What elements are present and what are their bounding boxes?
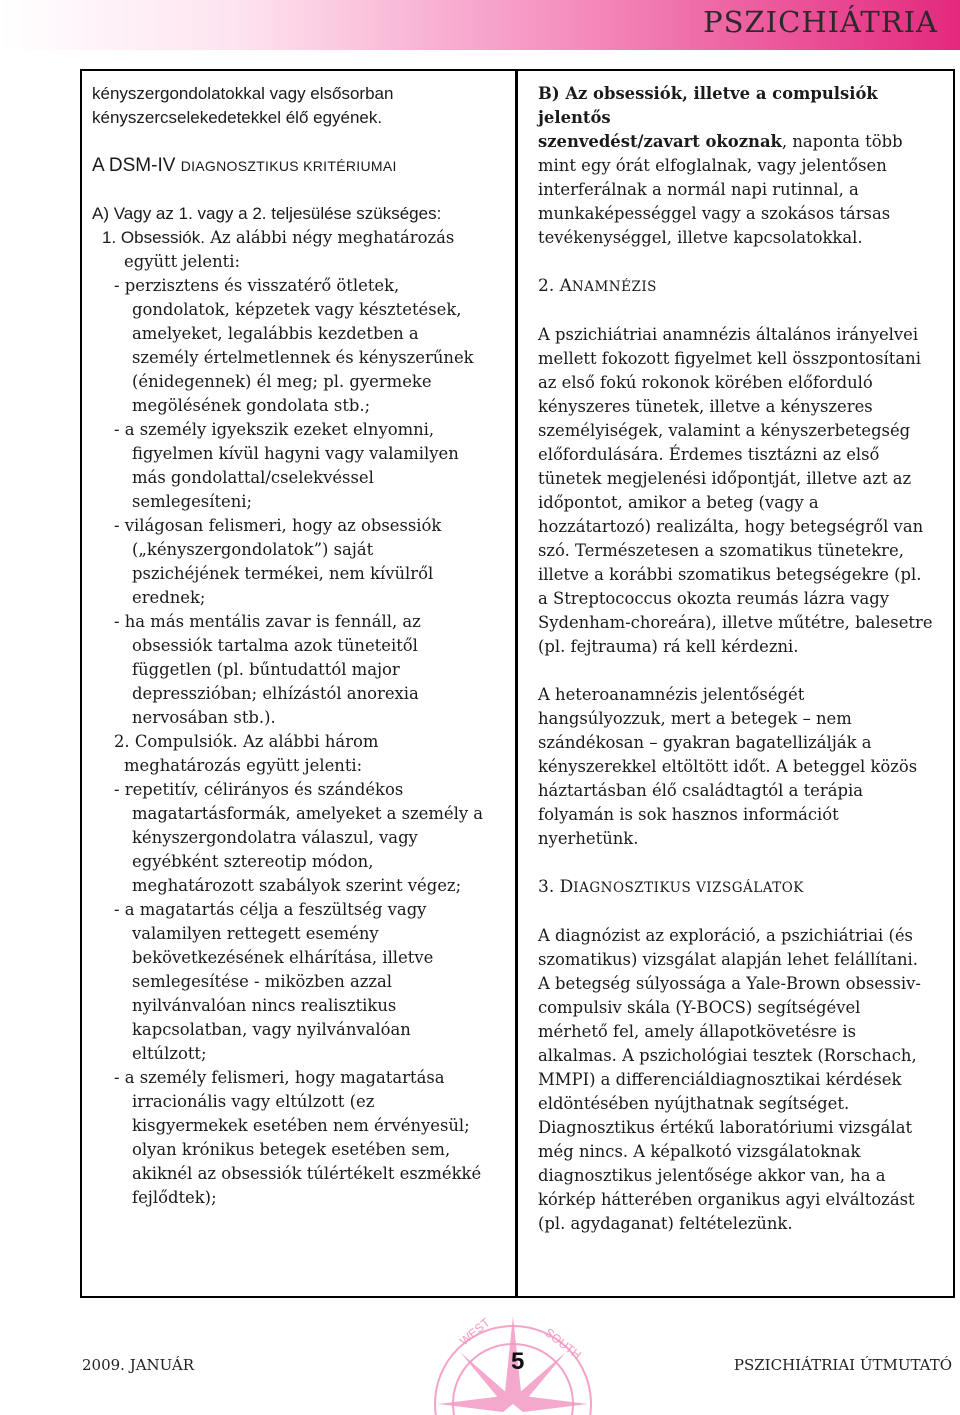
text-line: előfordulására. Érdemes tisztázni az első <box>538 445 880 464</box>
compulsion-bullet-3 <box>92 1066 504 1210</box>
text-line: (pl. agydaganat) feltételezünk. <box>538 1214 793 1233</box>
text-line: semlegesíteni; <box>132 492 253 511</box>
text-line: kisgyermekek esetében nem érvényesül; <box>132 1116 470 1135</box>
text-line: - a személy felismeri, hogy magatartása <box>114 1068 445 1087</box>
text-line: kényszergondolatra válaszul, vagy <box>132 828 418 847</box>
text-line: kényszeres tünetek, illetve a kényszeres <box>538 397 873 416</box>
compulsion-bullet-2 <box>92 898 504 1066</box>
text-line: irracionális vagy eltúlzott (ez <box>132 1092 375 1111</box>
svg-text:WEST: WEST <box>456 1315 493 1349</box>
text-line: személy értelmetlennek és kényszerűnek <box>132 348 474 367</box>
text-line: - repetitív, célirányos és szándékos <box>114 780 404 799</box>
text-line: obsessiók tartalma azok tüneteitől <box>132 636 418 655</box>
text-line: - perzisztens és visszatérő ötletek, <box>114 276 400 295</box>
column-divider <box>515 69 518 1298</box>
text-line: megölésének gondolata stb.; <box>132 396 371 415</box>
text-line: meghatározott szabályok szerint végez; <box>132 876 462 895</box>
text-line: nervosában stb.). <box>132 708 276 727</box>
text-line: (pl. fejtrauma) rá kell kérdezni. <box>538 637 799 656</box>
text-line: egyébként sztereotip módon, <box>132 852 374 871</box>
right-column <box>538 82 943 1236</box>
text-line: folyamán is sok hasznos információt <box>538 805 839 824</box>
diagnostics-paragraph <box>538 924 943 1236</box>
text-line: kényszerekkel eltöltött időt. A beteggel közös <box>538 757 918 776</box>
text-line: mérhető fel, amely állapotkövetésre is <box>538 1022 856 1041</box>
section-anamnesis-heading: 2. ANAMNÉZIS <box>538 276 657 296</box>
text-line: tevékenységgel, illetve kapcsolatokkal. <box>538 228 863 247</box>
text-line: független (pl. bűntudattól major <box>132 660 400 679</box>
header-title: PSZICHIÁTRIA <box>703 5 938 39</box>
text-line: interferálnak a normál napi rutinnal, a <box>538 180 859 199</box>
text-line: diagnosztikus jelentősége akkor van, ha a <box>538 1166 886 1185</box>
text-line: még nincs. A képalkotó vizsgálatoknak <box>538 1142 861 1161</box>
anamnesis-paragraph-1 <box>538 323 943 659</box>
text-line: eldöntésében nyújthatnak segítséget. <box>538 1094 850 1113</box>
text-line: - világosan felismeri, hogy az obsessiók <box>114 516 442 535</box>
text-line: depresszióban; elhízástól anorexia <box>132 684 419 703</box>
text-line: bekövetkezésének elhárítása, illetve <box>132 948 434 967</box>
text-line: akiknél az obsessiók túlértékelt eszmékké <box>132 1164 482 1183</box>
obsession-bullet-4 <box>92 610 504 730</box>
criterion-b-line-2: szenvedést/zavart okoznak, naponta több <box>538 132 903 151</box>
text-line: Diagnosztikus értékű laboratóriumi vizsgálat <box>538 1118 913 1137</box>
text-line: Sydenham-choreára), illetve műtétre, balesetre <box>538 613 933 632</box>
text-line: magatartásformák, amelyeket a személy a <box>132 804 484 823</box>
criterion-b-text <box>538 154 943 250</box>
text-line: A betegség súlyossága a Yale-Brown obsessiv- <box>538 974 921 993</box>
text-line: A pszichiátriai anamnézis általános irányelvei <box>538 325 919 344</box>
text-line: fejlődtek); <box>132 1188 217 1207</box>
text-line: mint egy órát elfoglalnak, vagy jelentősen <box>538 156 887 175</box>
compulsion-title: 2. Compulsiók. Az alábbi három <box>114 732 379 751</box>
text-line: a Streptococcus okozta reumás lázra vagy <box>538 589 890 608</box>
footer-publication: PSZICHIÁTRIAI ÚTMUTATÓ <box>733 1356 952 1374</box>
text-line: időpontot, amikor a beteg (vagy a <box>538 493 819 512</box>
text-line: eltúlzott; <box>132 1044 207 1063</box>
obsession-title: 1. Obsessiók. Az alábbi négy meghatározás <box>102 228 455 247</box>
text-line: mellett fokozott figyelmet kell összpontosítani <box>538 349 921 368</box>
page-number: 5 <box>511 1348 525 1375</box>
intro-line-2: kényszercselekedetekkel élő egyének. <box>92 108 383 127</box>
text-line: személyiségek, valamint a kényszerbetegség <box>538 421 911 440</box>
text-line: erednek; <box>132 588 206 607</box>
criterion-b-line-1: B) Az obsessiók, illetve a compulsiók jelentős <box>538 84 878 127</box>
text-line: (énidegennek) él meg; pl. gyermeke <box>132 372 432 391</box>
text-line: compulsiv skála (Y-BOCS) segítségével <box>538 998 861 1017</box>
text-line: illetve a korábbi szomatikus betegségekre (pl. <box>538 565 922 584</box>
text-line: háztartásban élő családtagtól a terápia <box>538 781 863 800</box>
obsession-bullet-2 <box>92 418 504 514</box>
section-diagnostics-heading: 3. DIAGNOSZTIKUS VIZSGÁLATOK <box>538 877 804 897</box>
text-line: tünetek megjelenési időpontját, illetve azt az <box>538 469 912 488</box>
text-line: más gondolattal/cselekvéssel <box>132 468 374 487</box>
text-line: olyan krónikus betegek esetében sem, <box>132 1140 451 1159</box>
text-line: semlegesítése - miközben azzal <box>132 972 393 991</box>
text-line: amelyeket, legalábbis kezdetben a <box>132 324 419 343</box>
left-column <box>92 82 504 1210</box>
text-line: A diagnózist az exploráció, a pszichiátriai (és <box>538 926 913 945</box>
text-line: hozzátartozó) realizálta, hogy betegségről van <box>538 517 924 536</box>
svg-text:SOUTH: SOUTH <box>542 1325 584 1363</box>
criterion-a: A) Vagy az 1. vagy a 2. teljesülése szükséges: <box>92 204 442 223</box>
anamnesis-paragraph-2 <box>538 683 943 851</box>
text-line: munkaképességgel vagy a szokásos társas <box>538 204 891 223</box>
footer-date: 2009. JANUÁR <box>82 1356 194 1374</box>
obsession-line-2: együtt jelenti: <box>124 252 241 271</box>
text-line: („kényszergondolatok”) saját <box>132 540 374 559</box>
text-line: pszichéjének termékei, nem kívülről <box>132 564 434 583</box>
text-line: szó. Természetesen a szomatikus tünetekre, <box>538 541 904 560</box>
intro-line-1: kényszergondolatokkal vagy elsősorban <box>92 84 394 103</box>
text-line: valamilyen rettegett esemény <box>132 924 379 943</box>
text-line: figyelmen kívül hagyni vagy valamilyen <box>132 444 459 463</box>
text-line: - a személy igyekszik ezeket elnyomni, <box>114 420 435 439</box>
text-line: az első fokú rokonok körében előforduló <box>538 373 873 392</box>
obsession-bullet-3 <box>92 514 504 610</box>
obsession-bullet-1 <box>92 274 504 418</box>
text-line: szomatikus) vizsgálat alapján lehet felállítani. <box>538 950 918 969</box>
text-line: hangsúlyozzuk, mert a betegek – nem <box>538 709 852 728</box>
text-line: alkalmas. A pszichológiai tesztek (Rorschach, <box>538 1046 917 1065</box>
dsm-heading: A DSM-IV DIAGNOSZTIKUS KRITÉRIUMAI <box>92 155 397 176</box>
text-line: - ha más mentális zavar is fennáll, az <box>114 612 421 631</box>
text-line: szándékosan – gyakran bagatellizálják a <box>538 733 872 752</box>
text-line: kórkép hátterében organikus agyi elváltozást <box>538 1190 915 1209</box>
text-line: MMPI) a differenciáldiagnosztikai kérdések <box>538 1070 902 1089</box>
text-line: nyerhetünk. <box>538 829 639 848</box>
text-line: gondolatok, képzetek vagy késztetések, <box>132 300 462 319</box>
compulsion-line-2: meghatározás együtt jelenti: <box>124 756 363 775</box>
text-line: - a magatartás célja a feszültség vagy <box>114 900 427 919</box>
text-line: A heteroanamnézis jelentőségét <box>538 685 805 704</box>
text-line: kapcsolatban, vagy nyilvánvalóan <box>132 1020 411 1039</box>
compulsion-bullet-1 <box>92 778 504 898</box>
text-line: nyilvánvalóan nincs realisztikus <box>132 996 397 1015</box>
